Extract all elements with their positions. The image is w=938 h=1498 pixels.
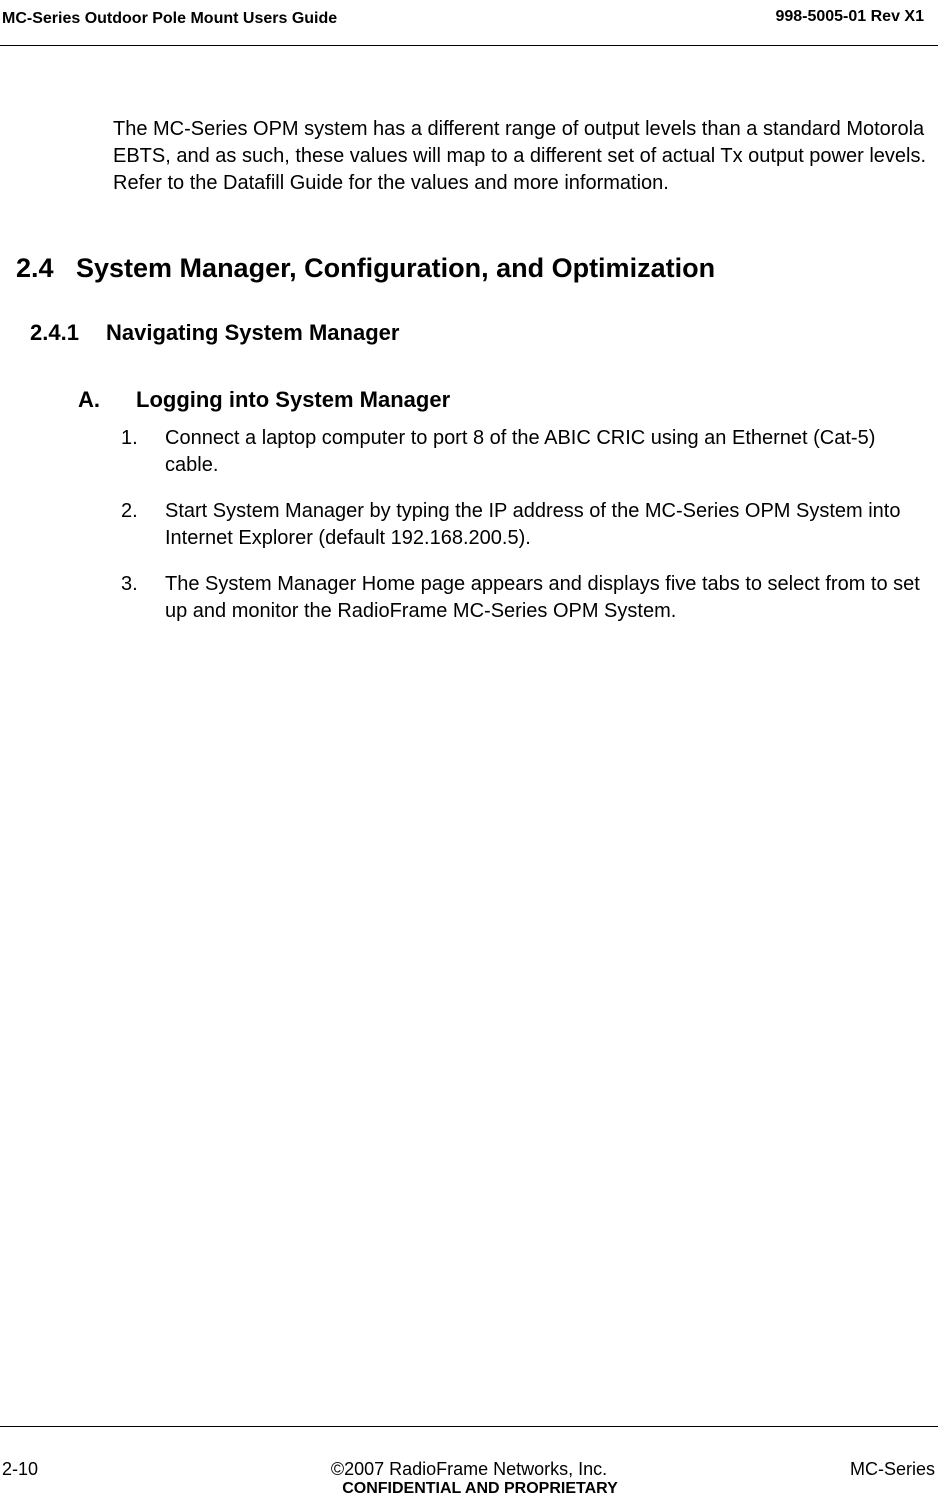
intro-paragraph: The MC-Series OPM system has a different range of output levels than a standard Motorola EBTS, and as such, these values will map to a different set of actual Tx output power levels. Refer to the Datafill Guide for the values and more information. [113,118,927,194]
step-number: 1. [121,427,138,449]
subsubsection-letter: A. [78,387,100,412]
product-name: MC-Series [849,1459,935,1479]
document-number: 998-5005-01 Rev X1 [775,8,924,25]
subsection-number: 2.4.1 [30,320,79,345]
step-number: 3. [121,573,138,595]
section-heading [16,253,715,284]
footer-divider [0,1426,938,1427]
step-number: 2. [121,500,138,522]
list-item [121,571,921,625]
section-number: 2.4 [16,253,54,283]
procedure-steps [121,425,921,644]
page-number: 2-10 [2,1459,39,1479]
confidential-notice: CONFIDENTIAL AND PROPRIETARY [342,1480,618,1497]
subsubsection-heading [78,387,450,413]
step-text: Start System Manager by typing the IP address of the MC-Series OPM System into Internet Explorer (default 192.168.200.5). [165,500,901,549]
running-header-title: MC-Series Outdoor Pole Mount Users Guide [2,10,338,27]
subsection-heading [30,320,399,346]
subsection-title: Navigating System Manager [106,320,400,345]
list-item [121,425,921,479]
header-divider [0,45,938,46]
list-item [121,498,921,552]
step-text: Connect a laptop computer to port 8 of the ABIC CRIC using an Ethernet (Cat-5) cable. [165,427,876,476]
copyright-notice: ©2007 RadioFrame Networks, Inc. [330,1459,608,1479]
subsubsection-title: Logging into System Manager [136,387,451,412]
step-text: The System Manager Home page appears and displays five tabs to select from to set up and monitor the RadioFrame MC-Series OPM System. [165,573,920,622]
section-title: System Manager, Configuration, and Optimization [76,253,716,283]
